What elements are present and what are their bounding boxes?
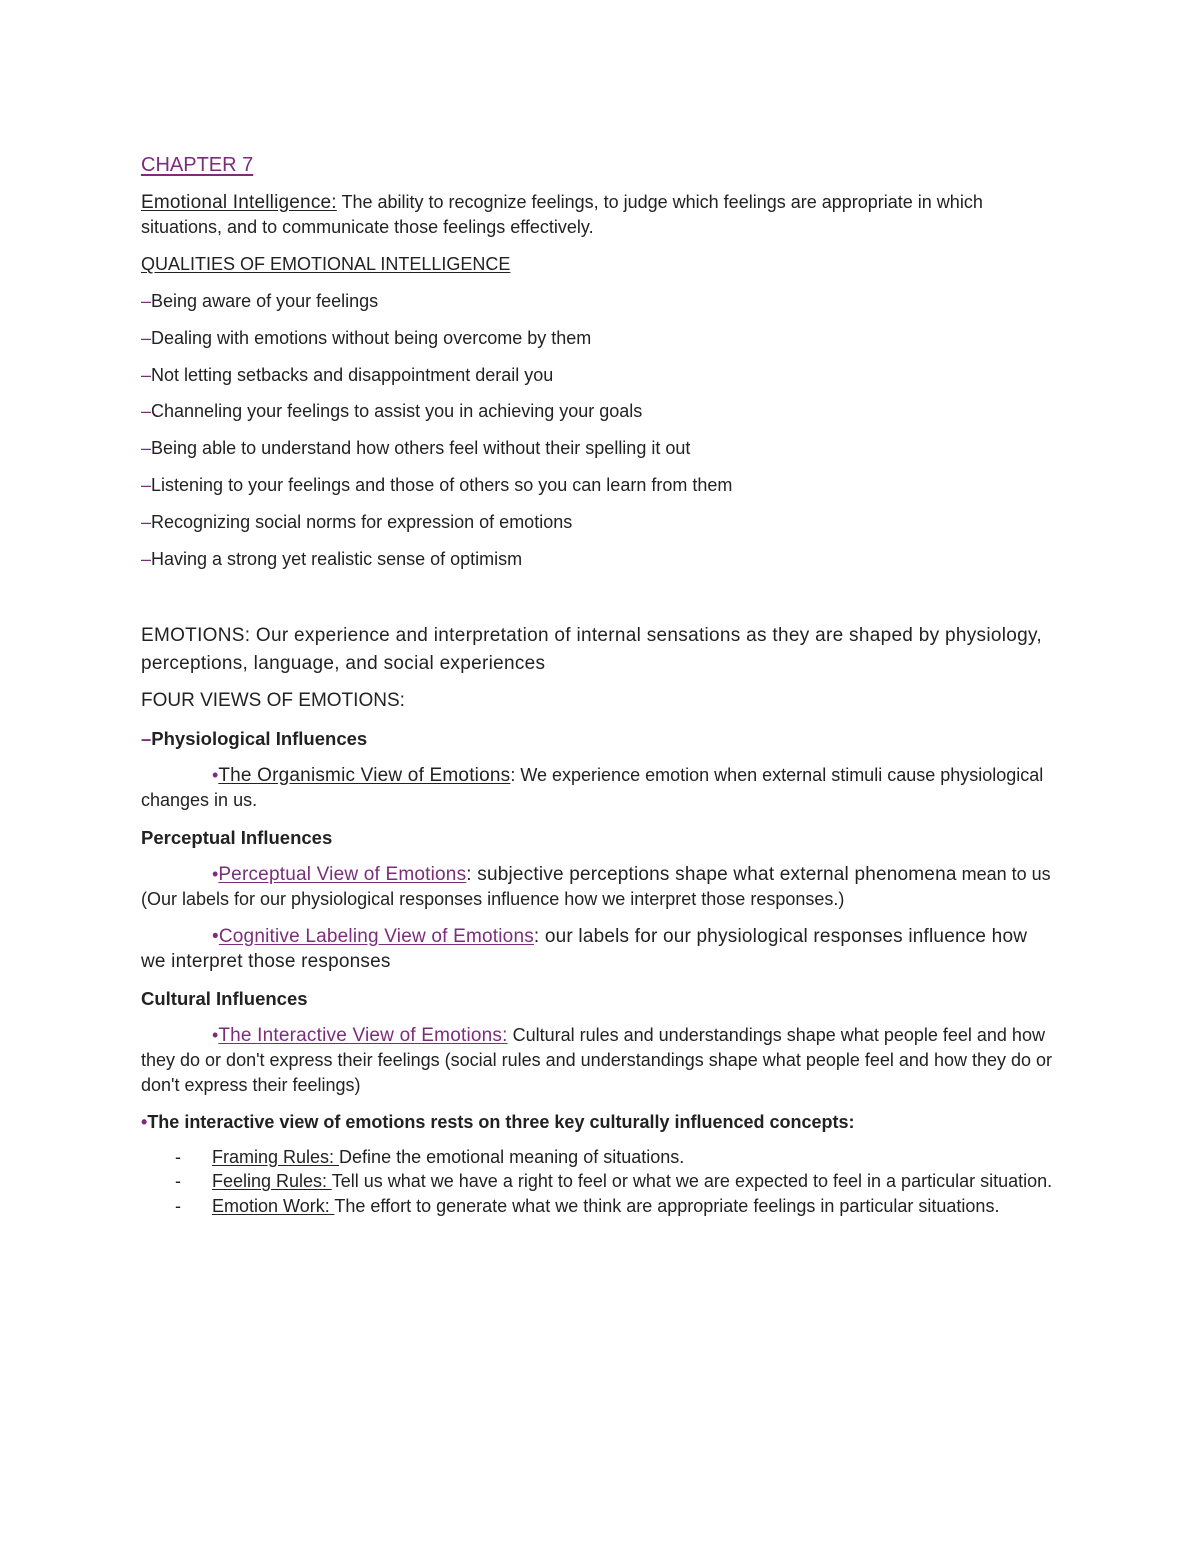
dash-marker: – (141, 291, 152, 311)
dash-marker: – (141, 548, 152, 569)
four-views-heading: FOUR VIEWS OF EMOTIONS: (141, 689, 405, 711)
cultural-heading: Cultural Influences (141, 987, 308, 1009)
concept-term: Framing Rules: (212, 1146, 340, 1167)
concept-def: Define the emotional meaning of situations. (339, 1146, 685, 1167)
bullet-marker: • (212, 863, 219, 884)
concept-term: Feeling Rules: (212, 1171, 332, 1192)
physiological-heading: –Physiological Influences (141, 727, 368, 749)
perceptual-view (141, 862, 1056, 912)
list-item: –Listening to your feelings and those of others so you can learn from them (141, 474, 733, 495)
list-item: –Dealing with emotions without being overcome by them (141, 327, 592, 348)
perceptual-view-def-b: mean to us (Our labels for our physiological responses influence how we interpret those responses.) (141, 863, 1051, 909)
cognitive-labeling-view (141, 924, 1056, 974)
perceptual-heading: Perceptual Influences (141, 826, 333, 848)
document-page (141, 152, 1056, 1218)
list-item (141, 1145, 1056, 1170)
interactive-view-def: Cultural rules and understandings shape what people feel and how they do or don't express their feelings (social rules and understandings shape what people feel and how they do or don't express their feelings) (141, 1024, 1053, 1095)
dash-marker: – (141, 474, 152, 495)
list-item: –Not letting setbacks and disappointment derail you (141, 364, 554, 385)
bullet-marker: • (212, 1024, 219, 1045)
interactive-view (141, 1023, 1056, 1098)
concept-term: Emotion Work: (212, 1195, 335, 1216)
ei-term: Emotional Intelligence: (141, 192, 337, 213)
perceptual-view-term: Perceptual View of Emotions (218, 863, 467, 885)
hyphen-marker: - (175, 1146, 181, 1167)
concept-def: The effort to generate what we think are appropriate feelings in particular situations. (334, 1195, 1000, 1216)
interactive-view-term: The Interactive View of Emotions: (218, 1024, 508, 1046)
concept-def: Tell us what we have a right to feel or what we are expected to feel in a particular situation. (331, 1171, 1053, 1192)
organismic-view-term: The Organismic View of Emotions (218, 764, 511, 786)
emotions-definition: EMOTIONS: Our experience and interpretation of internal sensations as they are shaped by physiology, perceptions, language, and social experiences (141, 624, 1042, 674)
qualities-list (141, 289, 1056, 572)
qualities-heading: QUALITIES OF EMOTIONAL INTELLIGENCE (141, 254, 511, 274)
ei-definition-text: The ability to recognize feelings, to judge which feelings are appropriate in which situations, and to communicate those feelings effectively. (141, 192, 983, 237)
dash-marker: – (141, 364, 152, 385)
bullet-marker: • (212, 764, 219, 785)
list-item (141, 1169, 1056, 1194)
chapter-title: CHAPTER 7 (141, 154, 254, 176)
dash-marker: – (141, 727, 152, 749)
dash-marker: – (141, 438, 152, 459)
organismic-view (141, 763, 1056, 813)
dash-marker: – (141, 401, 152, 422)
list-item (141, 1194, 1056, 1219)
organismic-view-def: : We experience emotion when external stimuli cause physiological changes in us. (141, 764, 1044, 810)
list-item: –Having a strong yet realistic sense of optimism (141, 548, 523, 569)
bullet-marker: • (141, 1111, 148, 1132)
perceptual-view-def-a: : subjective perceptions shape what external phenomena (466, 863, 957, 885)
ei-definition (141, 190, 1056, 240)
hyphen-marker: - (175, 1171, 181, 1192)
list-item: –Recognizing social norms for expression of emotions (141, 511, 573, 532)
concepts-list (141, 1145, 1056, 1219)
dash-marker: – (141, 327, 152, 348)
dash-marker: – (141, 511, 152, 532)
cognitive-labeling-view-def: : our labels for our physiological responses influence how we interpret those responses (141, 925, 1028, 972)
list-item: –Being able to understand how others feel without their spelling it out (141, 438, 691, 459)
cognitive-labeling-view-term: Cognitive Labeling View of Emotions (218, 925, 534, 947)
bullet-marker: • (212, 925, 219, 947)
concepts-heading: •The interactive view of emotions rests on three key culturally influenced concepts: (141, 1111, 855, 1132)
list-item: –Being aware of your feelings (141, 291, 379, 311)
hyphen-marker: - (175, 1195, 181, 1216)
list-item: –Channeling your feelings to assist you in achieving your goals (141, 401, 643, 422)
